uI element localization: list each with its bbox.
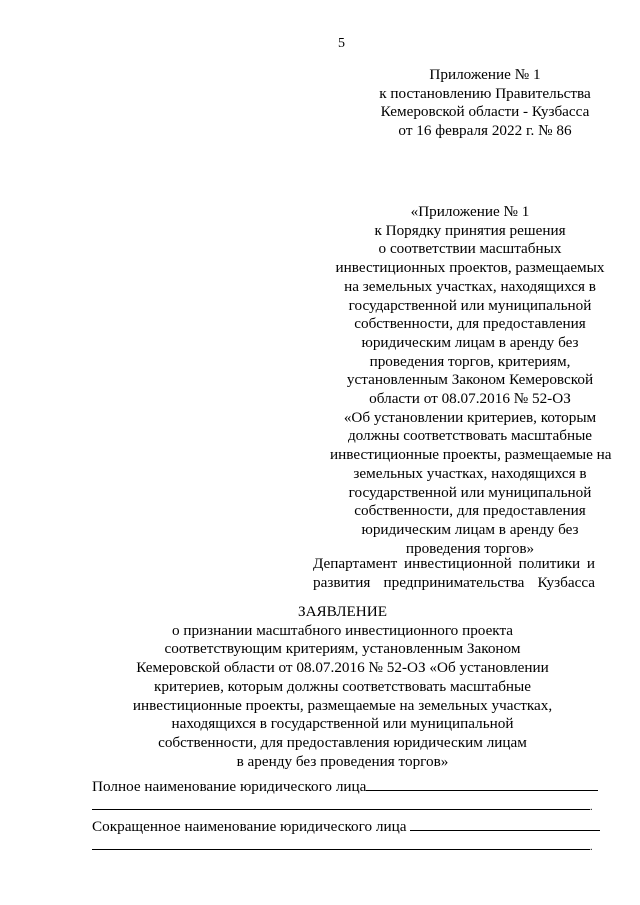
line-end-period: . — [590, 842, 593, 853]
statement-title: ЗАЯВЛЕНИЕ — [297, 603, 388, 620]
appendix-line: государственной или муниципальной — [348, 296, 592, 314]
full-name-input-line[interactable] — [366, 776, 598, 791]
header-line: от 16 февраля 2022 г. № 86 — [398, 122, 572, 140]
short-name-field-continuation[interactable] — [92, 835, 602, 858]
department-line: развития предпринимательства Кузбасса — [313, 574, 595, 591]
appendix-line: «Приложение № 1 — [410, 203, 530, 220]
appendix-line: установленным Законом Кемеровской — [346, 371, 594, 389]
appendix-line: собственности, для предоставления — [354, 502, 586, 520]
appendix-line: на земельных участках, находящихся в — [344, 277, 596, 295]
line-end-period: . — [590, 802, 593, 813]
full-name-input-line-2[interactable] — [92, 795, 590, 810]
appendix-order-header — [330, 203, 610, 558]
appendix-line: области от 08.07.2016 № 52-ОЗ — [369, 390, 571, 408]
appendix-line: к Порядку принятия решения — [374, 221, 566, 239]
short-name-input-line[interactable] — [410, 816, 600, 831]
short-name-field[interactable] — [92, 816, 602, 837]
appendix-line: юридическим лицам в аренду без — [361, 520, 579, 538]
appendix-line: инвестиционных проектов, размещаемых — [335, 259, 605, 277]
appendix-line: юридическим лицам в аренду без — [361, 333, 579, 351]
appendix-line: инвестиционные проекты, размещаемые на — [330, 446, 612, 464]
short-name-label: Сокращенное наименование юридического лица — [92, 818, 407, 835]
statement-subtitle-line: соответствующим критериям, установленным Законом — [164, 640, 521, 658]
statement-heading — [90, 603, 595, 771]
statement-subtitle-line: находящихся в государственной или муниципальной — [171, 715, 514, 733]
appendix-line: должны соответствовать масштабные — [347, 427, 593, 445]
statement-subtitle-line: о признании масштабного инвестиционного проекта — [171, 621, 514, 639]
header-line: к постановлению Правительства — [379, 84, 591, 102]
full-name-field[interactable] — [92, 776, 602, 797]
statement-subtitle-line: собственности, для предоставления юридическим лицам — [158, 733, 527, 751]
department-addressee — [313, 554, 595, 592]
page-number: 5 — [338, 36, 345, 51]
header-line: Приложение № 1 — [429, 66, 541, 83]
short-name-input-line-2[interactable] — [92, 835, 590, 850]
appendix-line: проведения торгов» — [405, 539, 535, 557]
appendix-header — [370, 66, 600, 141]
appendix-line: проведения торгов, критериям, — [369, 352, 571, 370]
statement-subtitle-line: в аренду без проведения торгов» — [236, 752, 449, 770]
full-name-field-continuation[interactable] — [92, 795, 602, 818]
appendix-line: о соответствии масштабных — [378, 240, 562, 258]
appendix-line: «Об установлении критериев, которым — [343, 408, 597, 426]
appendix-line: земельных участках, находящихся в — [353, 464, 587, 482]
statement-subtitle-line: инвестиционные проекты, размещаемые на земельных участках, — [132, 696, 553, 714]
statement-subtitle-line: Кемеровской области от 08.07.2016 № 52-ОЗ «Об установлении — [136, 659, 549, 677]
appendix-line: собственности, для предоставления — [354, 315, 586, 333]
header-line: Кемеровской области - Кузбасса — [380, 103, 590, 121]
full-name-label: Полное наименование юридического лица — [92, 778, 367, 795]
department-line: Департамент инвестиционной политики и — [313, 555, 595, 572]
statement-subtitle-line: критериев, которым должны соответствовать масштабные — [153, 677, 532, 695]
appendix-line: государственной или муниципальной — [348, 483, 592, 501]
